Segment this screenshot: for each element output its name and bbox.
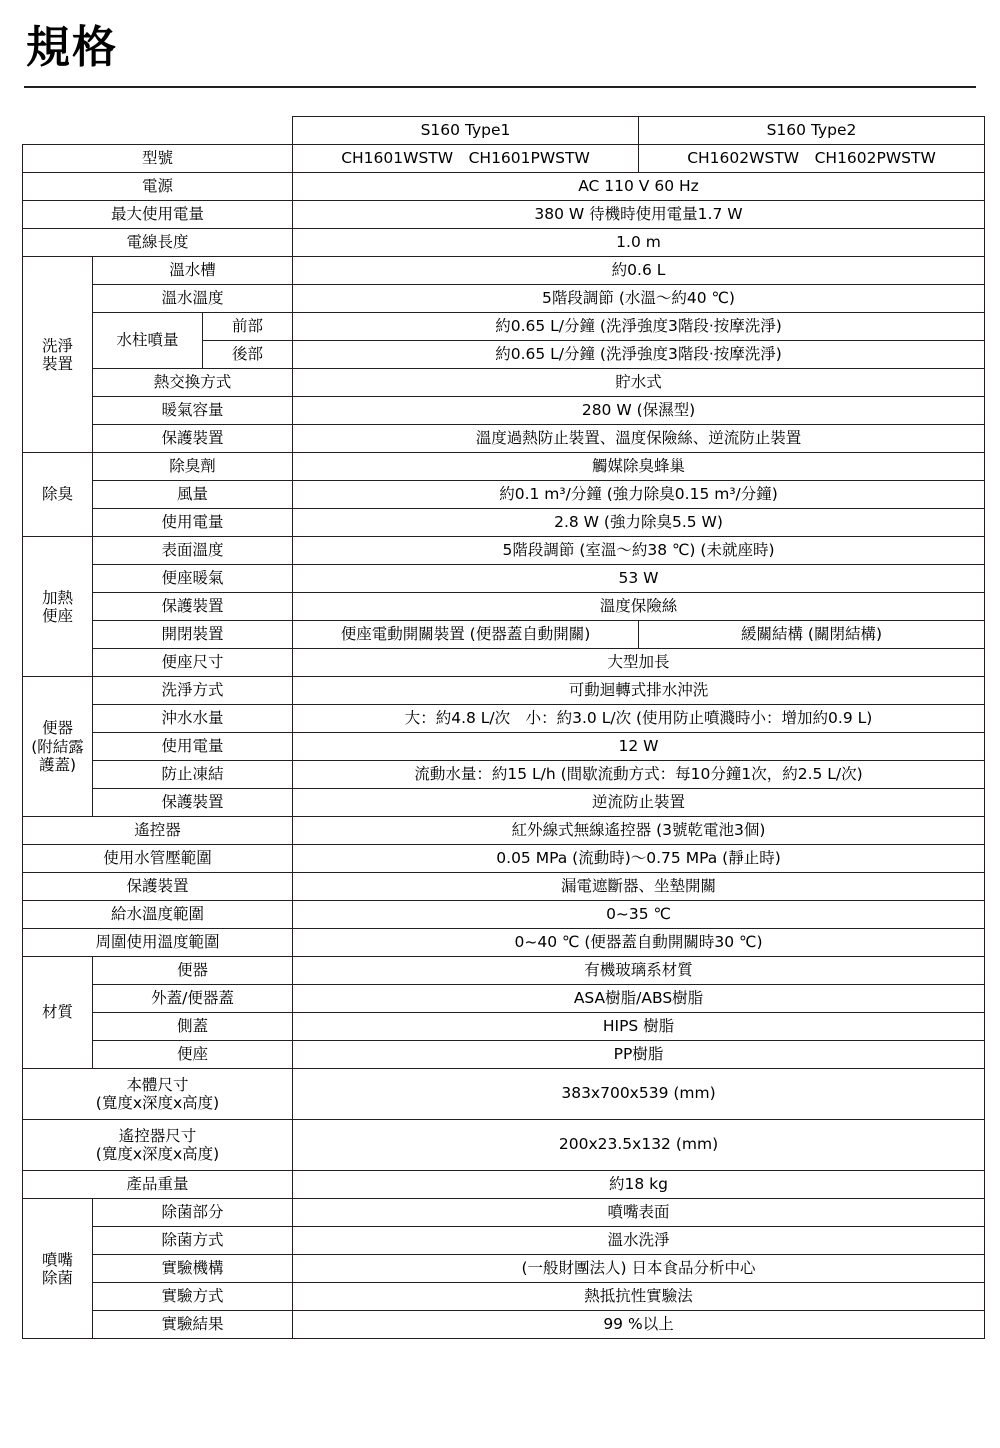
row-label: 沖水水量	[93, 705, 293, 733]
row-label: 使用水管壓範圍	[23, 845, 293, 873]
table-row	[23, 705, 985, 733]
row-label: 最大使用電量	[23, 201, 293, 229]
row-value: 280 W (保濕型)	[293, 397, 985, 425]
group-label-deodorize: 除臭	[23, 453, 93, 537]
row-label: 實驗結果	[93, 1311, 293, 1339]
page-title: 規格	[26, 22, 118, 73]
row-label: 除臭劑	[93, 453, 293, 481]
row-value: 逆流防止裝置	[293, 789, 985, 817]
row-label: 給水溫度範圍	[23, 901, 293, 929]
row-label: 溫水槽	[93, 257, 293, 285]
row-label: 防止凍結	[93, 761, 293, 789]
table-row	[23, 901, 985, 929]
row-value: 約0.1 m³/分鐘 (強力除臭0.15 m³/分鐘)	[293, 481, 985, 509]
row-label: 暖氣容量	[93, 397, 293, 425]
table-row	[23, 985, 985, 1013]
row-value: 約0.6 L	[293, 257, 985, 285]
table-row	[23, 761, 985, 789]
row-value-type2: 緩關結構 (關閉結構)	[639, 621, 985, 649]
row-label: 表面溫度	[93, 537, 293, 565]
row-value: 約18 kg	[293, 1171, 985, 1199]
table-row	[23, 789, 985, 817]
row-value: 可動迴轉式排水沖洗	[293, 677, 985, 705]
row-label: 熱交換方式	[93, 369, 293, 397]
row-label: 開閉裝置	[93, 621, 293, 649]
row-label: 使用電量	[93, 733, 293, 761]
row-value: 大型加長	[293, 649, 985, 677]
row-value-type2: CH1602WSTW CH1602PWSTW	[639, 145, 985, 173]
table-row	[23, 369, 985, 397]
row-value: 有機玻璃系材質	[293, 957, 985, 985]
row-value: 5階段調節 (水溫～約40 ℃)	[293, 285, 985, 313]
row-label-remote-dimensions: 遙控器尺寸 (寬度x深度x高度)	[23, 1120, 293, 1171]
group-label-washing: 洗淨 裝置	[23, 257, 93, 453]
table-row	[23, 1255, 985, 1283]
row-label: 使用電量	[93, 509, 293, 537]
row-value: 流動水量：約15 L/h (間歇流動方式：每10分鐘1次，約2.5 L/次)	[293, 761, 985, 789]
row-label: 產品重量	[23, 1171, 293, 1199]
row-value-type1: 便座電動開關裝置 (便器蓋自動開關)	[293, 621, 639, 649]
table-row	[23, 481, 985, 509]
table-row	[23, 1069, 985, 1120]
row-value: 約0.65 L/分鐘 (洗淨強度3階段·按摩洗淨)	[293, 341, 985, 369]
table-row	[23, 117, 985, 145]
header-spacer	[23, 117, 293, 145]
table-row	[23, 1013, 985, 1041]
table-row	[23, 397, 985, 425]
row-value: 53 W	[293, 565, 985, 593]
row-value: 0.05 MPa (流動時)～0.75 MPa (靜止時)	[293, 845, 985, 873]
group-label-heated-seat: 加熱 便座	[23, 537, 93, 677]
row-label: 實驗方式	[93, 1283, 293, 1311]
row-value: 383x700x539 (mm)	[293, 1069, 985, 1120]
row-label: 溫水溫度	[93, 285, 293, 313]
row-value: 漏電遮斷器、坐墊開關	[293, 873, 985, 901]
table-row	[23, 509, 985, 537]
row-value: PP樹脂	[293, 1041, 985, 1069]
row-label: 電線長度	[23, 229, 293, 257]
table-row	[23, 649, 985, 677]
row-value: 200x23.5x132 (mm)	[293, 1120, 985, 1171]
table-row	[23, 285, 985, 313]
row-value: 熱抵抗性實驗法	[293, 1283, 985, 1311]
row-value: 約0.65 L/分鐘 (洗淨強度3階段·按摩洗淨)	[293, 313, 985, 341]
group-label-nozzle-sterilization: 噴嘴 除菌	[23, 1199, 93, 1339]
row-value: 大：約4.8 L/次 小：約3.0 L/次 (使用防止噴濺時小：增加約0.9 L)	[293, 705, 985, 733]
table-row	[23, 593, 985, 621]
table-row	[23, 817, 985, 845]
table-row	[23, 1283, 985, 1311]
table-row	[23, 565, 985, 593]
table-row	[23, 929, 985, 957]
row-label: 保護裝置	[23, 873, 293, 901]
group-label-material: 材質	[23, 957, 93, 1069]
row-value: 溫度保險絲	[293, 593, 985, 621]
row-label: 便座	[93, 1041, 293, 1069]
row-label: 型號	[23, 145, 293, 173]
row-label: 電源	[23, 173, 293, 201]
row-label: 保護裝置	[93, 789, 293, 817]
row-value: (一般財團法人) 日本食品分析中心	[293, 1255, 985, 1283]
row-label-body-dimensions: 本體尺寸 (寬度x深度x高度)	[23, 1069, 293, 1120]
row-value: AC 110 V 60 Hz	[293, 173, 985, 201]
row-value: HIPS 樹脂	[293, 1013, 985, 1041]
table-row	[23, 621, 985, 649]
row-label: 除菌方式	[93, 1227, 293, 1255]
table-row	[23, 313, 985, 341]
table-row	[23, 173, 985, 201]
row-label: 周圍使用溫度範圍	[23, 929, 293, 957]
table-row	[23, 145, 985, 173]
row-value: 5階段調節 (室溫～約38 ℃) (未就座時)	[293, 537, 985, 565]
table-row	[23, 425, 985, 453]
row-label: 遙控器	[23, 817, 293, 845]
table-row	[23, 1171, 985, 1199]
table-row	[23, 1041, 985, 1069]
table-row	[23, 677, 985, 705]
row-sublabel-rear: 後部	[203, 341, 293, 369]
row-value: 99 %以上	[293, 1311, 985, 1339]
header-type2: S160 Type2	[639, 117, 985, 145]
table-row	[23, 201, 985, 229]
row-label: 便座尺寸	[93, 649, 293, 677]
row-value: 2.8 W (強力除臭5.5 W)	[293, 509, 985, 537]
title-divider	[24, 86, 976, 88]
specifications-table	[22, 116, 985, 1339]
row-label: 便座暖氣	[93, 565, 293, 593]
row-value: 溫度過熱防止裝置、溫度保險絲、逆流防止裝置	[293, 425, 985, 453]
table-row	[23, 1311, 985, 1339]
row-label: 保護裝置	[93, 425, 293, 453]
table-row	[23, 733, 985, 761]
row-value-type1: CH1601WSTW CH1601PWSTW	[293, 145, 639, 173]
row-label: 外蓋/便器蓋	[93, 985, 293, 1013]
row-value: 紅外線式無線遙控器 (3號乾電池3個)	[293, 817, 985, 845]
row-value: 12 W	[293, 733, 985, 761]
row-sublabel-front: 前部	[203, 313, 293, 341]
table-row	[23, 845, 985, 873]
table-row	[23, 957, 985, 985]
row-label: 除菌部分	[93, 1199, 293, 1227]
table-row	[23, 1120, 985, 1171]
row-label: 便器	[93, 957, 293, 985]
row-value: 貯水式	[293, 369, 985, 397]
row-label-water-jet: 水柱噴量	[93, 313, 203, 369]
row-value: 380 W 待機時使用電量1.7 W	[293, 201, 985, 229]
row-value: ASA樹脂/ABS樹脂	[293, 985, 985, 1013]
table-row	[23, 1227, 985, 1255]
row-value: 溫水洗淨	[293, 1227, 985, 1255]
row-label: 側蓋	[93, 1013, 293, 1041]
table-row	[23, 229, 985, 257]
row-value: 1.0 m	[293, 229, 985, 257]
group-label-toilet-bowl: 便器 (附結露 護蓋)	[23, 677, 93, 817]
row-label: 風量	[93, 481, 293, 509]
table-row	[23, 537, 985, 565]
row-value: 0~40 ℃ (便器蓋自動開關時30 ℃)	[293, 929, 985, 957]
row-label: 保護裝置	[93, 593, 293, 621]
table-row	[23, 873, 985, 901]
row-value: 噴嘴表面	[293, 1199, 985, 1227]
header-type1: S160 Type1	[293, 117, 639, 145]
table-row	[23, 453, 985, 481]
row-label: 實驗機構	[93, 1255, 293, 1283]
row-value: 觸媒除臭蜂巢	[293, 453, 985, 481]
table-row	[23, 257, 985, 285]
row-value: 0~35 ℃	[293, 901, 985, 929]
row-label: 洗淨方式	[93, 677, 293, 705]
table-row	[23, 1199, 985, 1227]
